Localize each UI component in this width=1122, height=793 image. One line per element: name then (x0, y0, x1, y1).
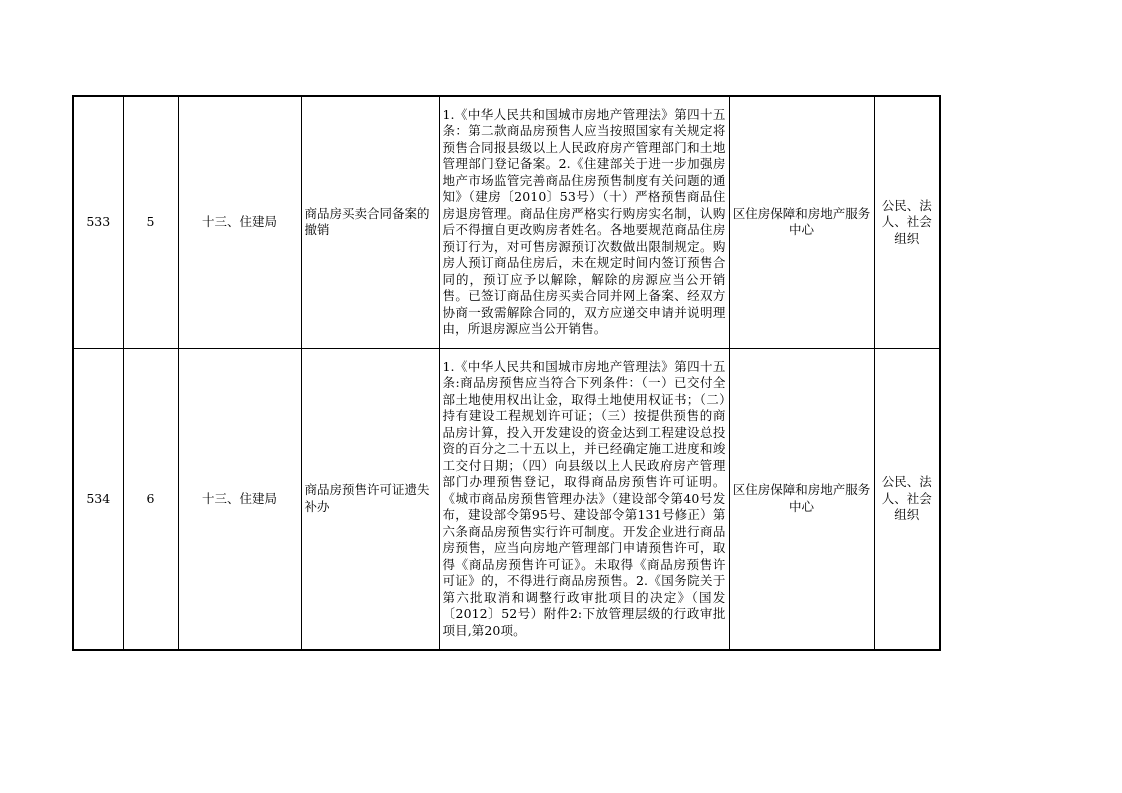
item-name: 商品房买卖合同备案的撤销 (301, 96, 439, 348)
implementing-body: 区住房保障和房地产服务中心 (729, 96, 874, 348)
sub-number: 6 (123, 348, 178, 650)
legal-basis: 1.《中华人民共和国城市房地产管理法》第四十五条:商品房预售应当符合下列条件：（一）已交付全部土地使用权出让金，取得土地使用权证书；（二）持有建设工程规划许可证；（三）按提供预售的商品房计算，投入开发建设的资金达到工程建设总投资的百分之二十五以上，并已经确定施工进度和竣工交付日期；（四）向县级以上人民政府房产管理部门办理预售登记，取得商品房预售许可证明。《城市商品房预售管理办法》（建设部令第40号发布，建设部令第95号、建设部令第131号修正）第六条商品房预售实行许可制度。开发企业进行商品房预售，应当向房地产管理部门申请预售许可，取得《商品房预售许可证》。未取得《商品房预售许可证》的，不得进行商品房预售。2.《国务院关于第六批取消和调整行政审批项目的决定》（国发〔2012〕52号）附件2:下放管理层级的行政审批项目,第20项。 (439, 348, 729, 650)
table-row (73, 348, 940, 650)
implementing-body: 区住房保障和房地产服务中心 (729, 348, 874, 650)
legal-basis: 1.《中华人民共和国城市房地产管理法》第四十五条：第二款商品房预售人应当按照国家有关规定将预售合同报县级以上人民政府房产管理部门和土地管理部门登记备案。2.《住建部关于进一步加强房地产市场监管完善商品住房预售制度有关问题的通知》（建房〔2010〕53号）（十）严格预售商品住房退房管理。商品住房严格实行购房实名制，认购后不得擅自更改购房者姓名。各地要规范商品住房预订行为，对可售房源预订次数做出限制规定。购房人预订商品住房后，未在规定时间内签订预售合同的，预订应予以解除，解除的房源应当公开销售。已签订商品住房买卖合同并网上备案、经双方协商一致需解除合同的，双方应递交申请并说明理由，所退房源应当公开销售。 (439, 96, 729, 348)
service-target: 公民、法人、社会组织 (874, 348, 940, 650)
department: 十三、住建局 (178, 348, 301, 650)
row-number: 533 (73, 96, 123, 348)
row-number: 534 (73, 348, 123, 650)
table-row (73, 96, 940, 348)
service-target: 公民、法人、社会组织 (874, 96, 940, 348)
sub-number: 5 (123, 96, 178, 348)
item-name: 商品房预售许可证遗失补办 (301, 348, 439, 650)
approval-items-table (72, 95, 941, 651)
department: 十三、住建局 (178, 96, 301, 348)
